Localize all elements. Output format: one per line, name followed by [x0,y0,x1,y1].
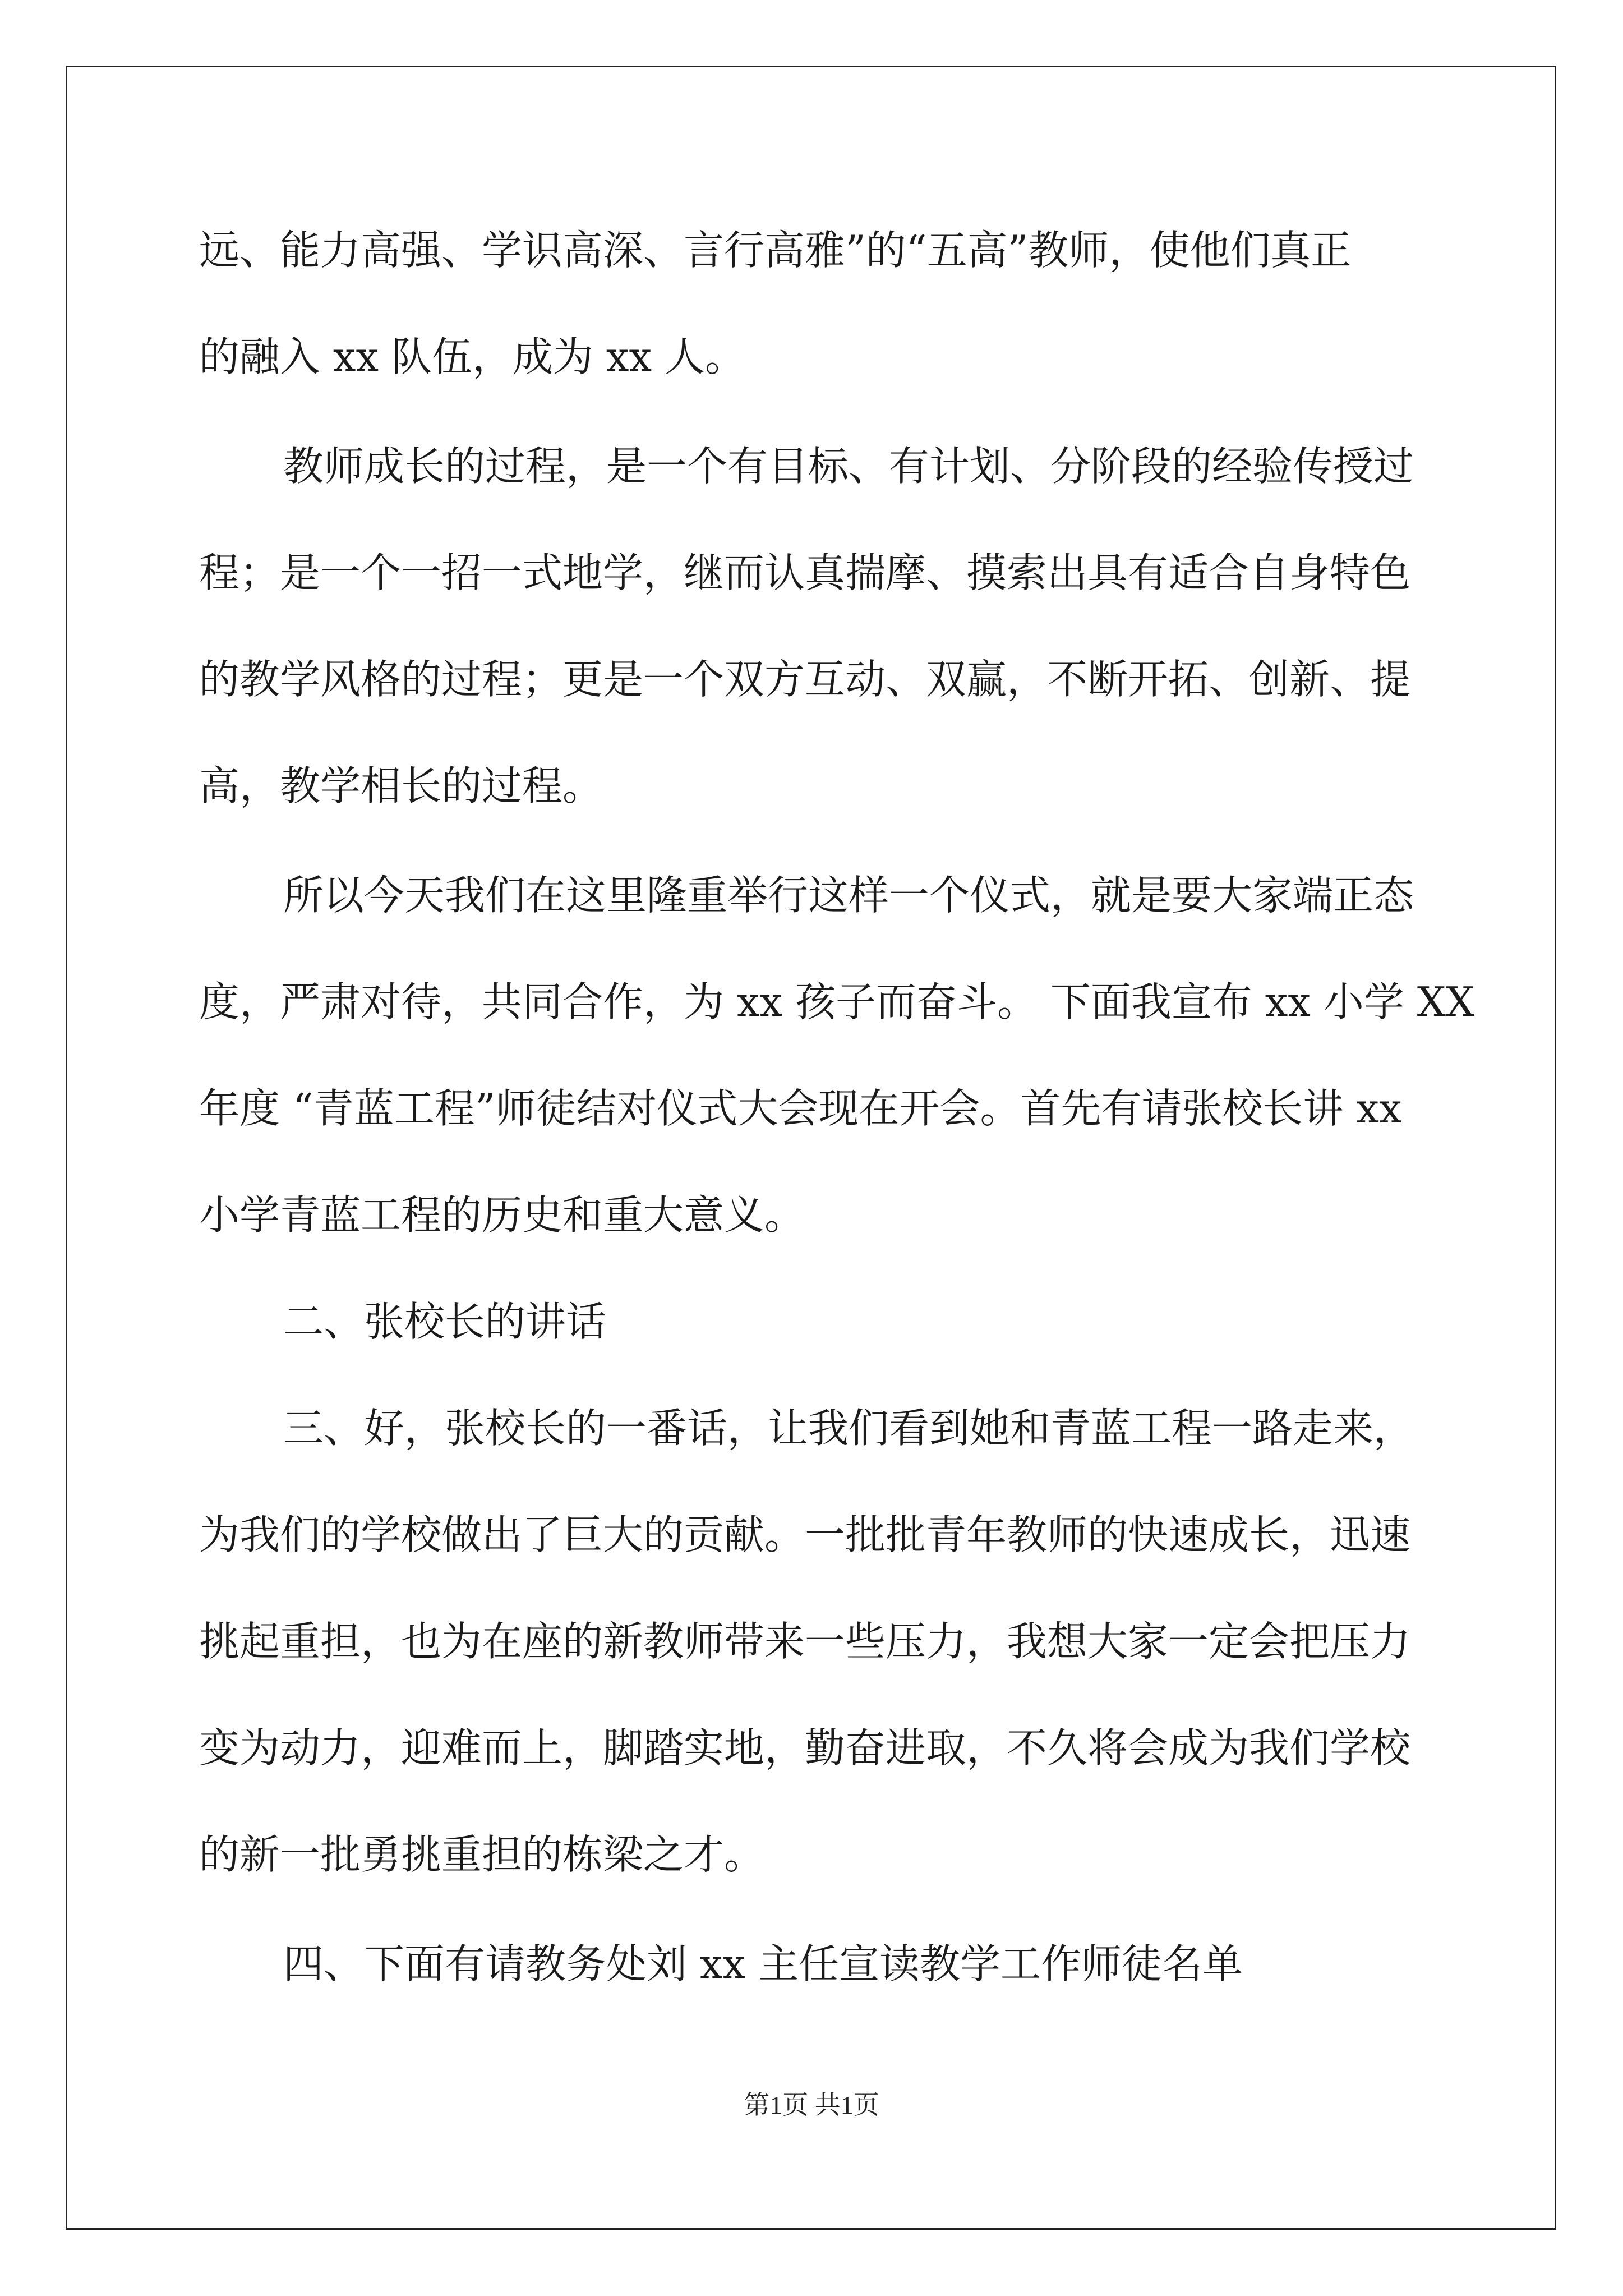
body-line-12: 三、好，张校长的一番话，让我们看到她和青蓝工程一路走来， [283,1405,1414,1452]
body-line-4: 程；是一个一招一式地学，继而认真揣摩、摸索出具有适合自身特色 [199,549,1411,596]
body-line-17: 四、下面有请教务处刘 xx 主任宣读教学工作师徒名单 [283,1940,1243,1987]
body-line-16: 的新一批勇挑重担的栋梁之才。 [199,1831,765,1878]
body-line-10: 小学青蓝工程的历史和重大意义。 [199,1191,805,1239]
body-line-1: 远、能力高强、学识高深、言行高雅”的“五高”教师，使他们真正 [199,227,1352,274]
body-line-7: 所以今天我们在这里隆重举行这样一个仪式，就是要大家端正态 [283,872,1414,919]
body-line-6: 高，教学相长的过程。 [199,762,603,809]
page-border [66,66,1556,2230]
body-line-14: 挑起重担，也为在座的新教师带来一些压力，我想大家一定会把压力 [199,1618,1411,1665]
body-line-3: 教师成长的过程，是一个有目标、有计划、分阶段的经验传授过 [283,443,1414,490]
body-line-15: 变为动力，迎难而上，脚踏实地，勤奋进取，不久将会成为我们学校 [199,1724,1411,1772]
body-line-8: 度，严肃对待，共同合作，为 xx 孩子而奋斗。 下面我宣布 xx 小学 XX [199,978,1475,1025]
body-line-11: 二、张校长的讲话 [283,1298,607,1345]
page-footer: 第1页 共1页 [744,2091,879,2119]
body-line-5: 的教学风格的过程；更是一个双方互动、双赢，不断开拓、创新、提 [199,656,1411,703]
body-line-9: 年度 “青蓝工程”师徒结对仪式大会现在开会。首先有请张校长讲 xx [199,1085,1402,1132]
body-line-2: 的融入 xx 队伍，成为 xx 人。 [199,333,745,380]
body-line-13: 为我们的学校做出了巨大的贡献。一批批青年教师的快速成长，迅速 [199,1511,1411,1558]
